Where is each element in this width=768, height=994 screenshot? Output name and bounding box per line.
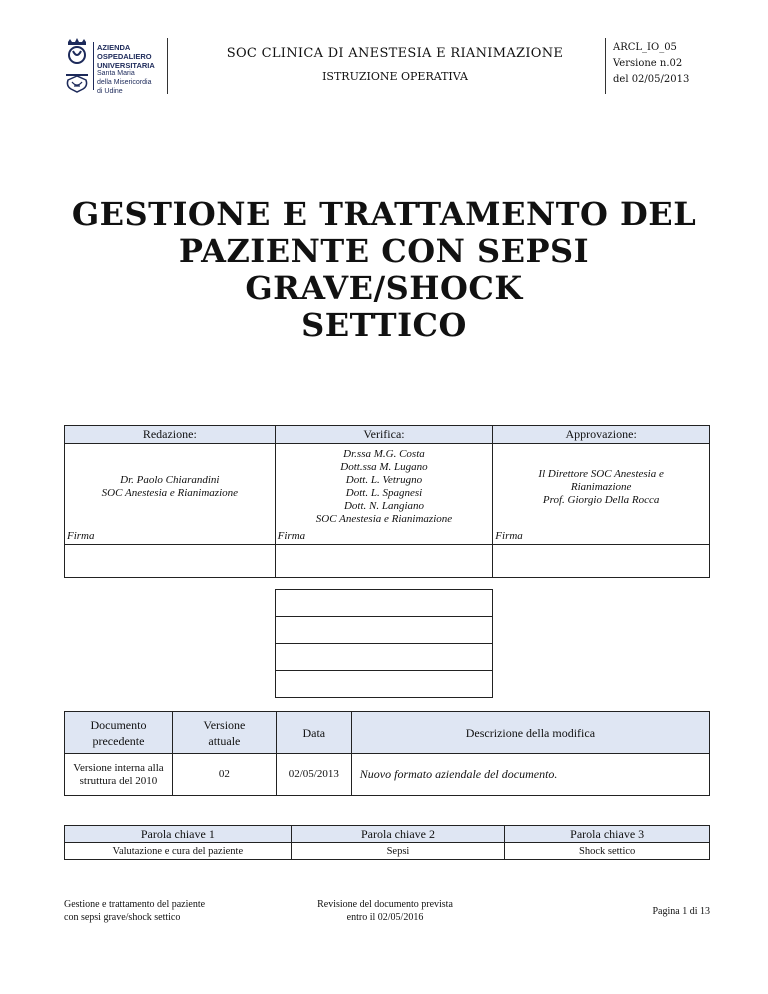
revision-table	[64, 711, 710, 796]
header-versione-attuale: Versione attuale	[172, 712, 276, 754]
header-keyword-2: Parola chiave 2	[291, 826, 505, 843]
document-version: Versione n.02	[613, 58, 683, 69]
signature-field-3	[493, 545, 710, 578]
crest-icon	[62, 38, 92, 96]
extra-signature-rows	[275, 589, 493, 698]
header-redazione: Redazione:	[65, 426, 276, 444]
header-divider	[167, 38, 168, 94]
document-date: del 02/05/2013	[613, 74, 690, 85]
current-version-value: 02	[172, 754, 276, 796]
signature-table	[64, 425, 710, 578]
footer-revision-note: Revisione del documento prevista entro il 02/05/2016	[317, 899, 453, 923]
revision-date-value: 02/05/2013	[276, 754, 351, 796]
header-approvazione: Approvazione:	[493, 426, 710, 444]
firma-label-3: Firma	[493, 530, 710, 545]
keyword-3-value: Shock settico	[505, 843, 710, 860]
header-divider-right	[605, 38, 606, 94]
redazione-authors: Dr. Paolo Chiarandini SOC Anestesia e Rianimazione	[65, 444, 276, 531]
footer-document-name: Gestione e trattamento del paziente con sepsi grave/shock settico	[64, 899, 206, 923]
document-type: ISTRUZIONE OPERATIVA	[322, 70, 468, 83]
extra-signature-field	[276, 671, 493, 698]
firma-label-1: Firma	[65, 530, 276, 545]
extra-signature-field	[276, 590, 493, 617]
keyword-1-value: Valutazione e cura del paziente	[65, 843, 292, 860]
signature-field-2	[275, 545, 493, 578]
firma-label-2: Firma	[275, 530, 493, 545]
approvazione-authors: Il Direttore SOC Anestesia e Rianimazione Prof. Giorgio Della Rocca	[493, 444, 710, 531]
header-keyword-1: Parola chiave 1	[65, 826, 292, 843]
header-documento-precedente: Documento precedente	[65, 712, 173, 754]
signature-field-1	[65, 545, 276, 578]
keywords-table	[64, 825, 710, 860]
extra-signature-field	[276, 617, 493, 644]
keyword-2-value: Sepsi	[291, 843, 505, 860]
hospital-logo	[62, 38, 172, 96]
revision-description-value: Nuovo formato aziendale del documento.	[351, 754, 709, 796]
logo-hospital-name: Santa Maria della Misericordia di Udine	[97, 70, 152, 95]
page-number: Pagina 1 di 13	[652, 906, 710, 917]
header-keyword-3: Parola chiave 3	[505, 826, 710, 843]
document-code: ARCL_IO_05	[613, 42, 677, 53]
department-title: SOC CLINICA DI ANESTESIA E RIANIMAZIONE	[226, 46, 564, 61]
previous-document-value: Versione interna alla struttura del 2010	[65, 754, 173, 796]
document-title: GESTIONE E TRATTAMENTO DEL PAZIENTE CON SEPSI GRAVE/SHOCK SETTICO	[71, 195, 697, 344]
logo-org-name: AZIENDA OSPEDALIERO UNIVERSITARIA	[97, 43, 155, 70]
header-verifica: Verifica:	[275, 426, 493, 444]
extra-signature-field	[276, 644, 493, 671]
header-data: Data	[276, 712, 351, 754]
header-descrizione: Descrizione della modifica	[351, 712, 709, 754]
verifica-authors: Dr.ssa M.G. Costa Dott.ssa M. Lugano Dott. L. Vetrugno Dott. L. Spagnesi Dott. N. Langiano SOC Anestesia e Rianimazione	[275, 444, 493, 531]
